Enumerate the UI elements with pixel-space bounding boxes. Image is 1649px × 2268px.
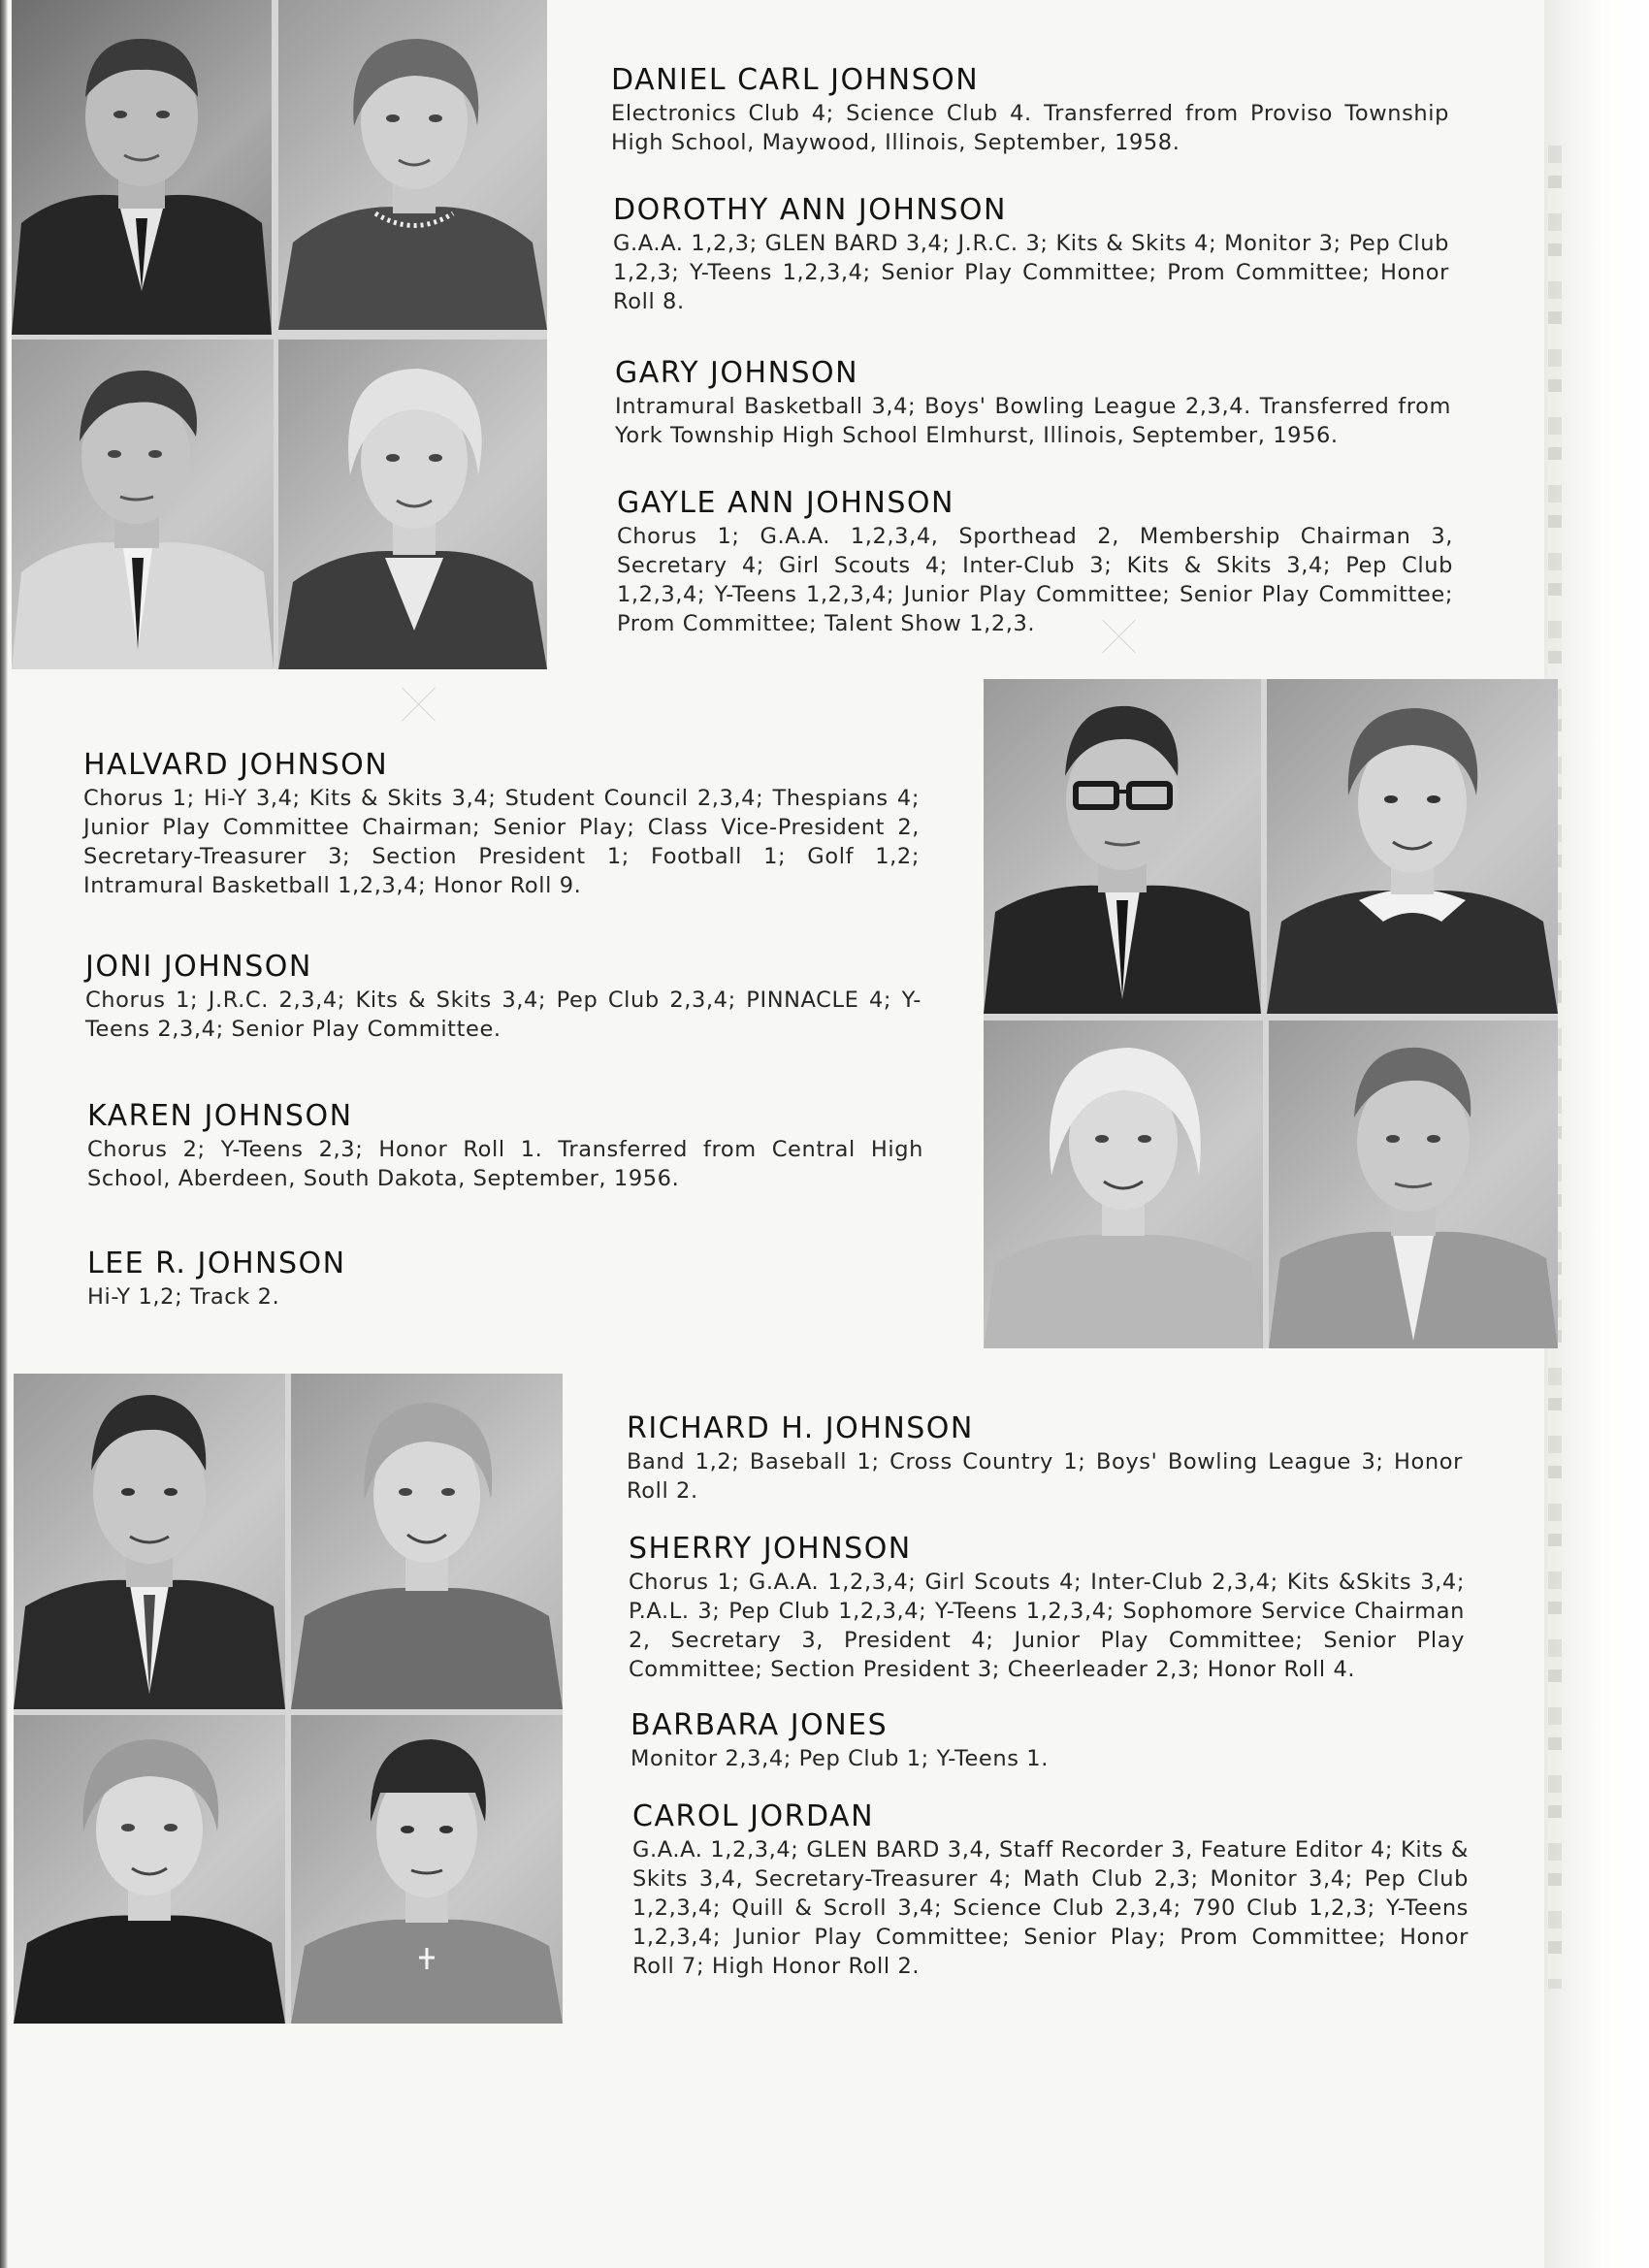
photo-block-middle xyxy=(984,679,1558,1348)
student-name: HALVARD JOHNSON xyxy=(83,748,389,782)
portrait-girl xyxy=(278,340,547,669)
student-activities: Monitor 2,3,4; Pep Club 1; Y-Teens 1. xyxy=(630,1746,1049,1771)
student-entry xyxy=(83,749,920,900)
portrait-boy xyxy=(14,1374,285,1709)
portrait-girl xyxy=(1267,679,1558,1014)
portrait-boy xyxy=(12,0,272,335)
student-activities: Chorus 1; G.A.A. 1,2,3,4; Girl Scouts 4; Inter-Club 2,3,4; Kits &Skits 3,4; P.A.L. 3; Pep Club 1,2,3,4; Y-Teens 1,2,3,4; Sophomore Service Chairman 2, Secretary 3, President 4; Junior Play Committee; Senior Play Committee; Section President 3; Cheerleader 2,3; Honor Roll 4. xyxy=(629,1570,1465,1682)
student-entry xyxy=(611,64,1449,157)
portrait-girl xyxy=(291,1374,563,1709)
portrait-boy xyxy=(1269,1021,1558,1348)
student-activities: G.A.A. 1,2,3; GLEN BARD 3,4; J.R.C. 3; Kits & Skits 4; Monitor 3; Pep Club 1,2,3; Y-Teens 1,2,3,4; Senior Play Committee; Prom Committee; Honor Roll 8. xyxy=(613,231,1449,314)
student-name: RICHARD H. JOHNSON xyxy=(627,1411,974,1445)
student-activities: G.A.A. 1,2,3,4; GLEN BARD 3,4, Staff Recorder 3, Feature Editor 4; Kits & Skits 3,4, Secretary-Treasurer 4; Math Club 2,3; Monitor 3,4; Pep Club 1,2,3,4; Quill & Scroll 3,4; Science Club 2,3,4; 790 Club 1,2,3; Y-Teens 1,2,3,4; Junior Play Committee; Senior Play; Prom Committee; Honor Roll 7; High Honor Roll 2. xyxy=(632,1837,1469,1979)
student-name: LEE R. JOHNSON xyxy=(87,1247,346,1280)
student-name: DANIEL CARL JOHNSON xyxy=(611,63,980,97)
registration-mark xyxy=(400,685,438,724)
student-entry xyxy=(630,1709,1467,1773)
photo-block-bottom xyxy=(14,1374,563,2024)
student-name: KAREN JOHNSON xyxy=(87,1099,353,1133)
student-name: GARY JOHNSON xyxy=(615,356,859,390)
student-activities: Chorus 2; Y-Teens 2,3; Honor Roll 1. Transferred from Central High School, Aberdeen, South Dakota, September, 1956. xyxy=(87,1137,923,1191)
portrait-boy xyxy=(984,679,1261,1014)
student-name: JONI JOHNSON xyxy=(85,950,312,984)
student-name: DOROTHY ANN JOHNSON xyxy=(613,193,1007,227)
student-activities: Electronics Club 4; Science Club 4. Transferred from Proviso Township High School, Maywood, Illinois, September, 1958. xyxy=(611,101,1449,155)
student-activities: Intramural Basketball 3,4; Boys' Bowling League 2,3,4. Transferred from York Township High School Elmhurst, Illinois, September, 1956. xyxy=(615,394,1451,448)
student-name: BARBARA JONES xyxy=(630,1708,889,1742)
student-activities: Chorus 1; J.R.C. 2,3,4; Kits & Skits 3,4; Pep Club 2,3,4; PINNACLE 4; Y-Teens 2,3,4; Senior Play Committee. xyxy=(85,988,922,1042)
student-name: CAROL JORDAN xyxy=(632,1799,875,1833)
student-entry xyxy=(87,1100,923,1193)
student-entry xyxy=(87,1247,923,1312)
student-activities: Band 1,2; Baseball 1; Cross Country 1; Boys' Bowling League 3; Honor Roll 2. xyxy=(627,1449,1463,1504)
student-activities: Chorus 1; G.A.A. 1,2,3,4, Sporthead 2, Membership Chairman 3, Secretary 4; Girl Scouts 4; Inter-Club 3; Kits & Skits 3,4; Pep Club 1,2,3,4; Y-Teens 1,2,3,4; Junior Play Committee; Senior Play Committee; Prom Committee; Talent Show 1,2,3. xyxy=(617,524,1453,636)
student-activities: Hi-Y 1,2; Track 2. xyxy=(87,1284,280,1310)
photo-block-top xyxy=(12,0,547,669)
portrait-girl xyxy=(984,1021,1263,1348)
student-name: GAYLE ANN JOHNSON xyxy=(617,486,954,520)
student-activities: Chorus 1; Hi-Y 3,4; Kits & Skits 3,4; Student Council 2,3,4; Thespians 4; Junior Play Committee Chairman; Senior Play; Class Vice-President 2, Secretary-Treasurer 3; Section President 1; Football 1; Golf 1,2; Intramural Basketball 1,2,3,4; Honor Roll 9. xyxy=(83,786,920,898)
student-entry xyxy=(627,1412,1463,1506)
student-entry xyxy=(632,1800,1469,1981)
student-entry xyxy=(629,1533,1465,1684)
student-entry xyxy=(615,357,1451,450)
student-entry xyxy=(613,194,1449,316)
portrait-boy xyxy=(12,340,274,669)
student-entry xyxy=(617,487,1453,638)
portrait-girl xyxy=(291,1715,563,2024)
portrait-girl xyxy=(278,0,547,330)
student-entry xyxy=(85,951,922,1044)
student-name: SHERRY JOHNSON xyxy=(629,1532,912,1566)
scan-edge-left xyxy=(0,0,8,2268)
portrait-girl xyxy=(14,1715,285,2024)
